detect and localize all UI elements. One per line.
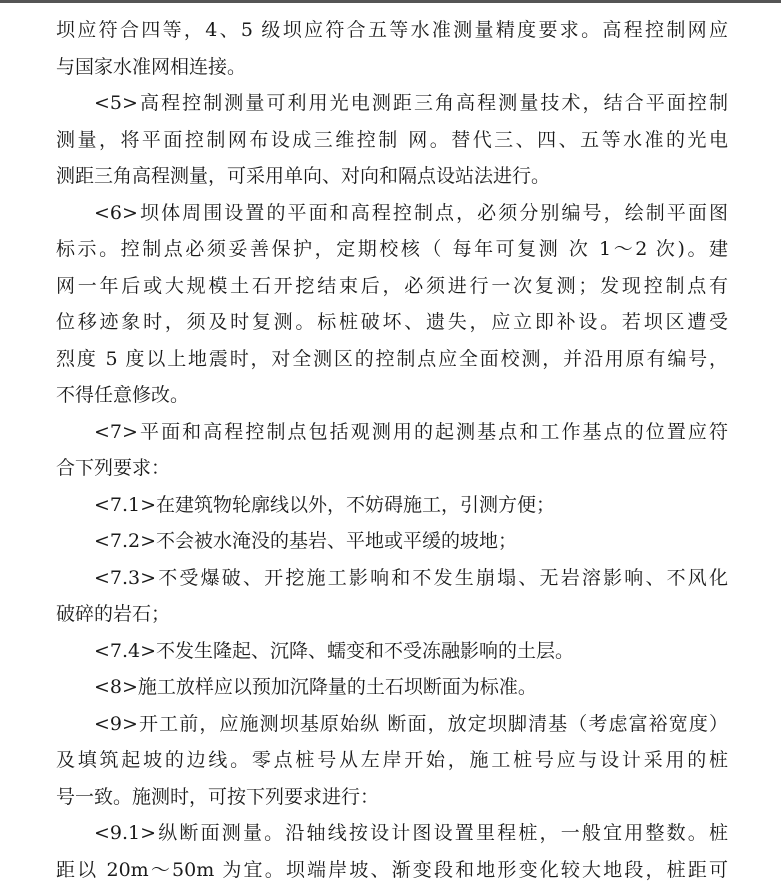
text-line: 坝应符合四等，4、5 级坝应符合五等水准测量精度要求。高程控制网应 [56,19,728,41]
paragraph-9-start: <9>开工前，应施测坝基原始纵 断面，放定坝脚清基（考虑富裕宽度） [94,712,728,735]
text-line: 不得任意修改。 [56,384,190,406]
text-line: 合下列要求： [56,457,171,479]
paragraph-5-start: <5>高程控制测量可利用光电测距三角高程测量技术，结合平面控制 [94,92,728,114]
paragraph-7-start: <7>平面和高程控制点包括观测用的起测基点和工作基点的位置应符 [94,420,728,443]
paragraph-6-start: <6>坝体周围设置的平面和高程控制点，必须分别编号，绘制平面图 [94,201,728,224]
document-body [56,12,728,888]
text-line: 与国家水准网相连接。 [56,55,247,78]
text-line: 位移迹象时，须及时复测。标桩破坏、遗失，应立即补设。若坝区遭受 [56,311,728,333]
text-line: 网一年后或大规模土石开挖结束后，必须进行一次复测；发现控制点有 [56,274,728,297]
item-9-1-start: <9.1>纵断面测量。沿轴线按设计图设置里程桩，一般宜用整数。桩 [94,822,728,844]
text-line: 及填筑起坡的边线。零点桩号从左岸开始，施工桩号应与设计采用的桩 [56,749,728,771]
text-line: 测量，将平面控制网布设成三维控制 网。替代三、四、五等水准的光电 [56,128,728,151]
text-line: 烈度 5 度以上地震时，对全测区的控制点应全面校测，并沿用原有编号， [56,347,728,370]
text-line: 破碎的岩石； [56,603,171,625]
item-7-2: <7.2>不会被水淹没的基岩、平地或平缓的坡地； [94,530,518,552]
item-7-4: <7.4>不发生隆起、沉降、蠕变和不受冻融影响的土层。 [94,639,575,662]
paragraph-8: <8>施工放样应以预加沉降量的土石坝断面为标准。 [94,676,537,698]
text-line: 标示。控制点必须妥善保护，定期校核（ 每年可复测 次 1～2 次)。建 [56,238,728,260]
item-7-1: <7.1>在建筑物轮廓线以外，不妨碍施工，引测方便； [94,493,556,516]
text-line: 测距三角高程测量，可采用单向、对向和隔点设站法进行。 [56,165,551,187]
text-line: 距以 20m～50m 为宜。坝端岸坡、渐变段和地形变化较大地段，桩距可 [56,858,728,881]
text-line: 号一致。施测时，可按下列要求进行： [56,785,380,808]
item-7-3: <7.3>不受爆破、开挖施工影响和不发生崩塌、无岩溶影响、不风化 [94,566,728,589]
top-border-rule [0,0,781,3]
